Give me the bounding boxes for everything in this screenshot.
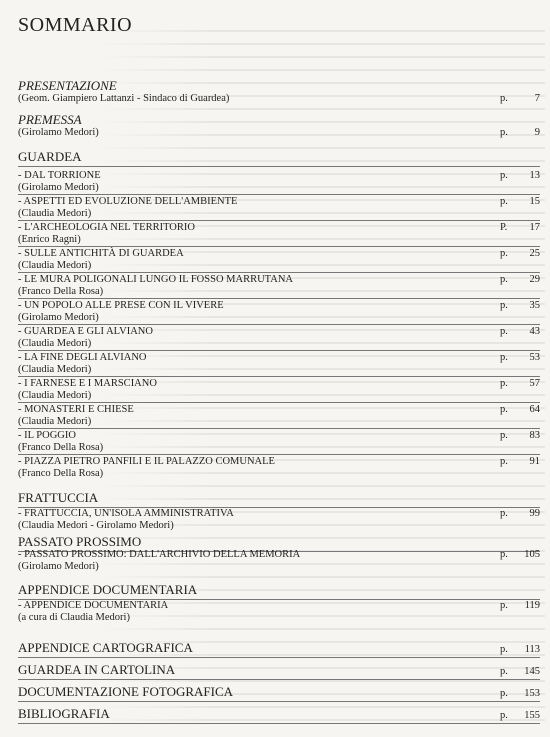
page-title: SOMMARIO (18, 14, 133, 36)
page-number: 119 (524, 600, 540, 611)
section-heading-frattuccia: FRATTUCCIA (18, 490, 99, 505)
entry-title: - APPENDICE DOCUMENTARIA (18, 600, 169, 611)
page-prefix: p. (500, 93, 508, 104)
entry-title: - IL POGGIO (18, 430, 76, 441)
entry-heading: DOCUMENTAZIONE FOTOGRAFICA (18, 684, 234, 699)
entry-author: (Girolamo Medori) (18, 182, 99, 193)
entry-author: (Claudia Medori) (18, 260, 92, 271)
toc-entry[interactable] (18, 352, 540, 376)
entry-heading: PRESENTAZIONE (18, 78, 117, 93)
entry-author: (Claudia Medori) (18, 208, 92, 219)
toc-entry-documentazione-fotografica[interactable] (18, 684, 540, 700)
entry-divider (18, 402, 540, 403)
entry-heading: PREMESSA (18, 112, 82, 127)
page-prefix: p. (500, 644, 508, 655)
entry-title: - UN POPOLO ALLE PRESE CON IL VIVERE (18, 300, 224, 311)
entry-title: - PASSATO PROSSIMO: DALL'ARCHIVIO DELLA MEMORIA (18, 549, 301, 560)
entry-divider (18, 376, 540, 377)
page-number: 15 (529, 196, 540, 207)
page-prefix: p. (500, 430, 508, 441)
page-ref (500, 300, 540, 312)
entry-author: (Girolamo Medori) (18, 561, 99, 572)
entry-author: (Franco Della Rosa) (18, 442, 104, 453)
entry-author: (Claudia Medori - Girolamo Medori) (18, 520, 174, 531)
page-prefix: p. (500, 196, 508, 207)
section-heading-guardea: GUARDEA (18, 149, 82, 164)
page-ref (500, 710, 540, 722)
entry-author: (Girolamo Medori) (18, 312, 99, 323)
toc-entry[interactable] (18, 170, 540, 194)
page-ref (500, 326, 540, 338)
entry-title: - MONASTERI E CHIESE (18, 404, 134, 415)
entry-divider (18, 324, 540, 325)
toc-entry[interactable] (18, 326, 540, 350)
entry-heading: BIBLIOGRAFIA (18, 706, 110, 721)
section-divider (18, 723, 540, 724)
page-prefix: p. (500, 127, 508, 138)
page-prefix: p. (500, 404, 508, 415)
page-ref (500, 688, 540, 700)
page-prefix: p. (500, 456, 508, 467)
page-number: 13 (529, 170, 540, 181)
entry-divider (18, 454, 540, 455)
entry-author: (Claudia Medori) (18, 338, 92, 349)
page-ref (500, 127, 540, 139)
page-number: 64 (529, 404, 540, 415)
page-prefix: p. (500, 549, 508, 560)
page-number: 155 (524, 710, 540, 721)
entry-divider (18, 194, 540, 195)
page-prefix: p. (500, 600, 508, 611)
toc-entry[interactable] (18, 196, 540, 220)
page-prefix: p. (500, 248, 508, 259)
section-divider (18, 166, 540, 167)
page-prefix: p. (500, 326, 508, 337)
entry-author: (Claudia Medori) (18, 390, 92, 401)
page-ref (500, 352, 540, 364)
toc-entry-premessa[interactable] (18, 112, 540, 139)
page-ref (500, 196, 540, 208)
toc-entry[interactable] (18, 222, 540, 246)
entry-title: - DAL TORRIONE (18, 170, 101, 181)
toc-entry[interactable] (18, 404, 540, 428)
page-prefix: p. (500, 352, 508, 363)
entry-heading: APPENDICE CARTOGRAFICA (18, 640, 193, 655)
page-prefix: p. (500, 170, 508, 181)
entry-title: - ASPETTI ED EVOLUZIONE DELL'AMBIENTE (18, 196, 238, 207)
page-prefix: p. (500, 688, 508, 699)
entry-author: (Geom. Giampiero Lattanzi - Sindaco di Guardea) (18, 93, 230, 104)
page-prefix: p. (500, 274, 508, 285)
page-number: 153 (524, 688, 540, 699)
entry-author: (Girolamo Medori) (18, 127, 99, 138)
page-ref (500, 644, 540, 656)
entry-title: - PIAZZA PIETRO PANFILI E IL PALAZZO COMUNALE (18, 456, 275, 467)
page-ref (500, 274, 540, 286)
page-ref (500, 93, 540, 105)
toc-entry-presentazione[interactable] (18, 78, 540, 105)
entry-title: - I FARNESE E I MARSCIANO (18, 378, 157, 389)
page-number: 29 (529, 274, 540, 285)
page-ref (500, 170, 540, 182)
toc-entry[interactable] (18, 274, 540, 298)
page-number: 25 (529, 248, 540, 259)
page-number: 53 (529, 352, 540, 363)
page-number: 43 (529, 326, 540, 337)
entry-title: - FRATTUCCIA, UN'ISOLA AMMINISTRATIVA (18, 508, 234, 519)
toc-entry[interactable] (18, 430, 540, 454)
page-ref (500, 666, 540, 678)
page-number: 113 (524, 644, 540, 655)
toc-entry[interactable] (18, 549, 540, 573)
page-prefix: p. (500, 710, 508, 721)
entry-divider (18, 246, 540, 247)
entry-title: - LE MURA POLIGONALI LUNGO IL FOSSO MARRUTANA (18, 274, 293, 285)
entry-divider (18, 428, 540, 429)
entry-divider (18, 272, 540, 273)
page-ref (500, 248, 540, 260)
page-number: 35 (529, 300, 540, 311)
toc-entry[interactable] (18, 378, 540, 402)
entry-author: (Franco Della Rosa) (18, 286, 104, 297)
page-ref (500, 456, 540, 468)
entry-title: - GUARDEA E GLI ALVIANO (18, 326, 153, 337)
entry-author: (Enrico Ragni) (18, 234, 81, 245)
page-ref (500, 378, 540, 390)
toc-entry[interactable] (18, 600, 540, 624)
page-number: 105 (524, 549, 540, 560)
entry-author: (a cura di Claudia Medori) (18, 612, 130, 623)
page-prefix: p. (500, 508, 508, 519)
page-prefix: p. (500, 666, 508, 677)
page-number: 91 (529, 456, 540, 467)
page-number: 17 (529, 222, 540, 233)
page-number: 145 (524, 666, 540, 677)
entry-heading: GUARDEA IN CARTOLINA (18, 662, 176, 677)
page-ref (500, 404, 540, 416)
page-prefix: p. (500, 378, 508, 389)
page-number: 7 (534, 93, 540, 104)
section-divider (18, 679, 540, 680)
entry-divider (18, 350, 540, 351)
entry-divider (18, 298, 540, 299)
entry-author: (Franco Della Rosa) (18, 468, 104, 479)
page-ref (500, 222, 540, 234)
toc-entry[interactable] (18, 456, 540, 480)
page-prefix: P. (500, 222, 508, 233)
toc-entry-bibliografia[interactable] (18, 706, 540, 722)
toc-entry[interactable] (18, 508, 540, 532)
page-number: 83 (529, 430, 540, 441)
page-ref (500, 430, 540, 442)
section-heading-passato-prossimo: PASSATO PROSSIMO (18, 534, 142, 549)
section-heading-appendice-documentaria: APPENDICE DOCUMENTARIA (18, 582, 198, 597)
toc-entry[interactable] (18, 248, 540, 272)
toc-entry[interactable] (18, 300, 540, 324)
section-divider (18, 657, 540, 658)
entry-title: - SULLE ANTICHITÀ DI GUARDEA (18, 248, 184, 259)
entry-author: (Claudia Medori) (18, 364, 92, 375)
toc-entry-guardea-in-cartolina[interactable] (18, 662, 540, 678)
page-number: 99 (529, 508, 540, 519)
entry-author: (Claudia Medori) (18, 416, 92, 427)
page-ref (500, 600, 540, 612)
toc-entry-appendice-cartografica[interactable] (18, 640, 540, 656)
section-divider (18, 701, 540, 702)
page-ref (500, 508, 540, 520)
entry-title: - L'ARCHEOLOGIA NEL TERRITORIO (18, 222, 195, 233)
page-number: 57 (529, 378, 540, 389)
page-ref (500, 549, 540, 561)
page-number: 9 (534, 127, 540, 138)
page-prefix: p. (500, 300, 508, 311)
entry-title: - LA FINE DEGLI ALVIANO (18, 352, 147, 363)
entry-divider (18, 220, 540, 221)
